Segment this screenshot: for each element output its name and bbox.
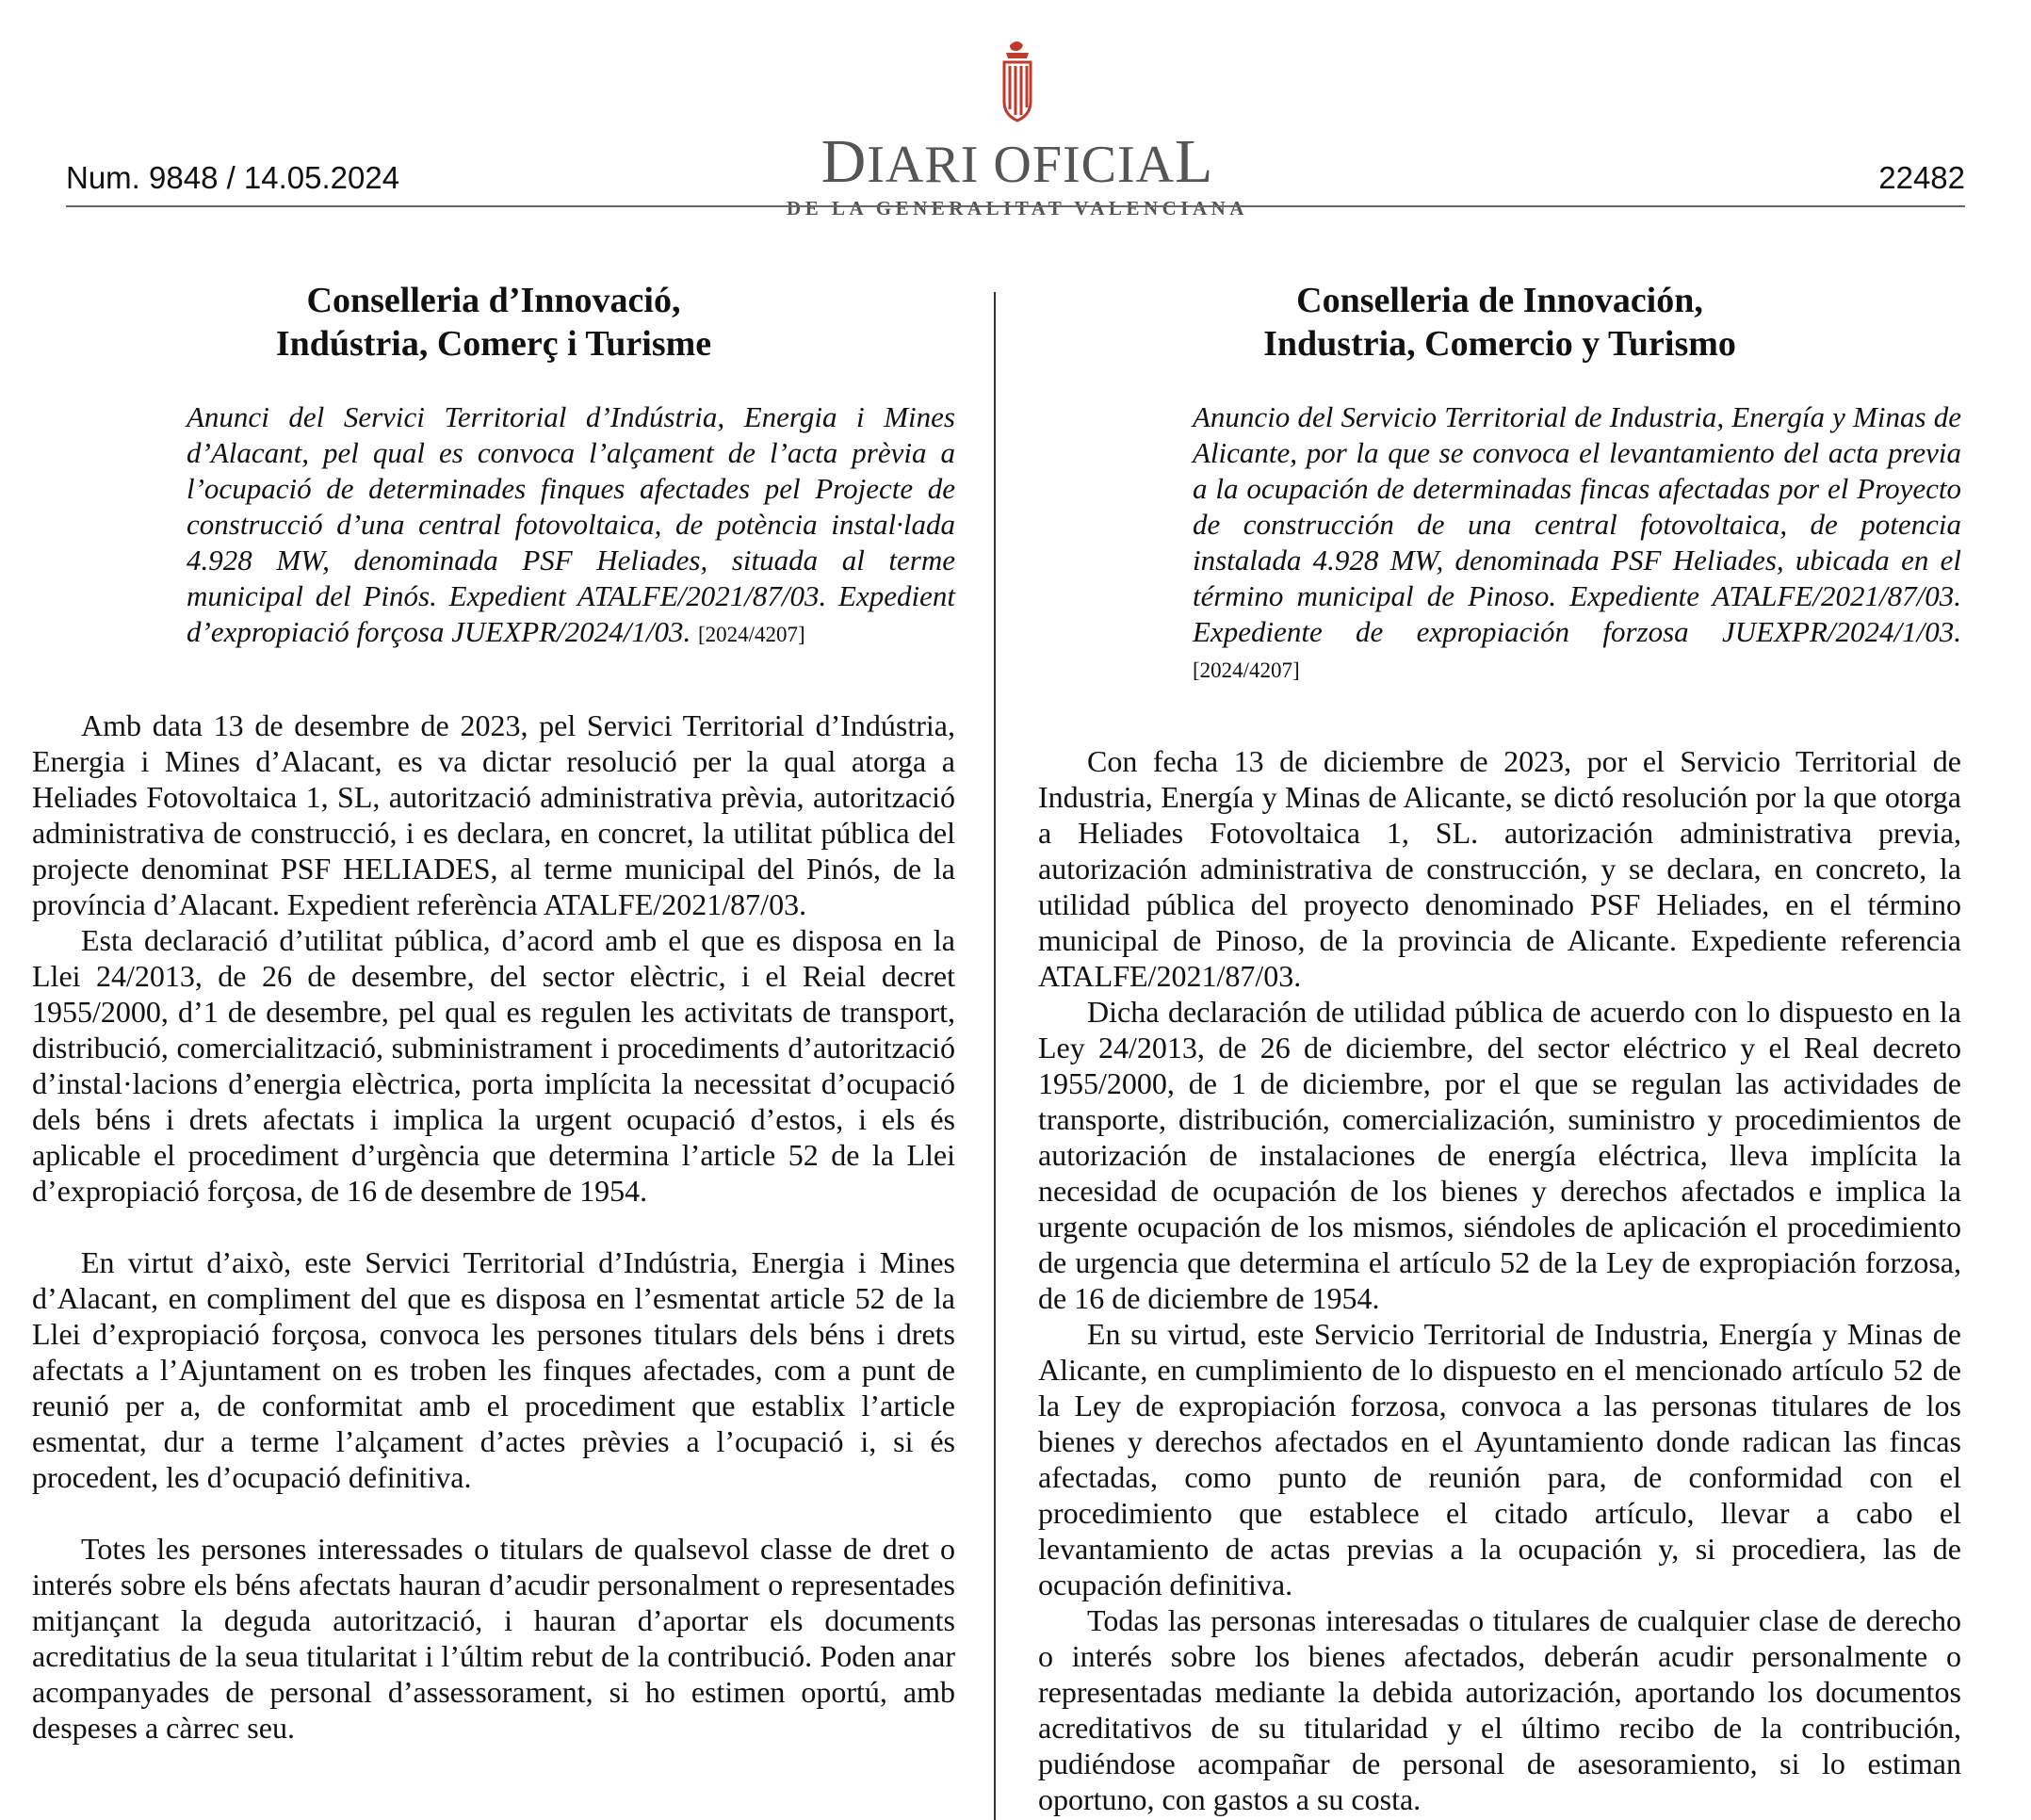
generalitat-emblem-icon [989,38,1046,132]
paragraph: Esta declaració d’utilitat pública, d’acord amb el que es disposa en la Llei 24/2013, de 26 de desembre, del sector elèctric, i el Reial decret 1955/2000, d’1 de desembre, pel qual es regulen les activitats de transport, distribució, comercialització, subministrament i procediments d’autorització d’instal·lacions d’energia elèctrica, porta implícita la necessitat d’ocupació dels béns i drets afectats i implica la urgent ocupació d’estos, i els és aplicable el procediment d’urgència que determina l’article 52 de la Llei d’expropiació forçosa, de 16 de desembre de 1954. [32,923,955,1208]
paragraph: Totes les persones interessades o titulars de qualsevol classe de dret o interés sobre els béns afectats hauran d’acudir personalment o representades mitjançant la deguda autorització, i hauran d’aportar els documents acreditatius de la seua titularitat i l’últim rebut de la contribució. Poden anar acompanyades de personal d’assessorament, si ho estimen oportú, amb despeses a càrrec seu. [32,1532,955,1745]
announcement-text: Anuncio del Servicio Territorial de Industria, Energía y Minas de Alicante, por la que se convoca el levantamiento del acta previa a la ocupación de determinadas fincas afectadas por el Proyecto de construcción de una central fotovoltaica, de potencia instalada 4.928 MW, denominada PSF Heliades, ubicada en el término municipal de Pinoso. Expediente ATALFE/2021/87/03. Expediente de expropiación forzosa JUEXPR/2024/1/03. [1193,400,1961,648]
department-line1: Conselleria de Innovación, [1296,281,1703,320]
paragraph: En su virtud, este Servicio Territorial de Industria, Energía y Minas de Alicante, en cumplimiento de lo dispuesto en el mencionado artículo 52 de la Ley de expropiación forzosa, convoca a las personas titulares de los bienes y derechos afectados en el Ayuntamiento donde radican las fincas afectadas, como punto de reunión para, de conformidad con el procedimiento que establece el citado artículo, llevar a cabo el levantamiento de actas previas a la ocupación y, si procediera, las de ocupación definitiva. [1038,1317,1961,1601]
department-line2: Industria, Comercio y Turismo [1263,324,1736,364]
reference-code: [2024/4207] [697,623,805,646]
page-number: 22482 [1878,160,1965,195]
right-column [1038,279,1961,1817]
paragraph: Amb data 13 de desembre de 2023, pel Servici Territorial d’Indústria, Energia i Mines d’Alacant, es va dictar resolució per la qual atorga a Heliades Fotovoltaica 1, SL, autorització administrativa prèvia, autorització administrativa de construcció, i es declara, en concret, la utilitat pública del projecte denominat PSF HELIADES, al terme municipal del Pinós, de la província d’Alacant. Expedient referència ATALFE/2021/87/03. [32,708,955,921]
left-column [32,279,955,1746]
masthead-title [716,127,1319,196]
header-rule [66,205,1965,207]
column-divider [994,292,996,1820]
masthead-title-mid: IARI OFICIA [867,136,1176,194]
announcement-title-left [187,399,955,653]
paragraph: Todas las personas interesadas o titulares de cualquier clase de derecho o interés sobre los bienes afectados, deberán acudir personalmente o representadas mediante la debida autorización, aportando los documentos acreditativos de su titularidad y el último recibo de la contribución, pudiéndose acompañar de personal de asesoramiento, si lo estiman oportuno, con gastos a su costa. [1038,1603,1961,1816]
department-line2: Indústria, Comerç i Turisme [275,324,712,364]
paragraph: Dicha declaración de utilidad pública de acuerdo con lo dispuesto en la Ley 24/2013, de 26 de diciembre, del sector eléctrico y el Real decreto 1955/2000, de 1 de diciembre, por el que se regulan las actividades de transporte, distribución, comercialización, suministro y procedimientos de autorización de instalaciones de energía eléctrica, lleva implícita la necesidad de ocupación de los bienes y derechos afectados e implica la urgente ocupación de los mismos, siéndoles de aplicación el procedimiento de urgencia que determina el artículo 52 de la Ley de expropiación forzosa, de 16 de diciembre de 1954. [1038,995,1961,1315]
body-text-left [32,707,955,1746]
issue-number-date: Num. 9848 / 14.05.2024 [66,160,400,195]
masthead-title-end: L [1175,127,1214,196]
announcement-title-right [1193,399,1961,689]
department-title-left [32,279,955,366]
body-text-right [1038,743,1961,1817]
paragraph: En virtut d’això, este Servici Territorial d’Indústria, Energia i Mines d’Alacant, en compliment del que es disposa en l’esmentat article 52 de la Llei d’expropiació forçosa, convoca les persones titulars dels béns i drets afectats a l’Ajuntament on es troben les finques afectades, com a punt de reunió per a, de conformitat amb el procediment que establix l’article esmentat, dur a terme l’alçament d’actes prèvies a l’ocupació i, si és procedent, les d’ocupació definitiva. [32,1245,955,1494]
department-title-right [1038,279,1961,366]
department-line1: Conselleria d’Innovació, [306,281,681,320]
paragraph: Con fecha 13 de diciembre de 2023, por el Servicio Territorial de Industria, Energía y Minas de Alicante, se dictó resolución por la que otorga a Heliades Fotovoltaica 1, SL. autorización administrativa previa, autorización administrativa de construcción, y se declara, en concreto, la utilidad pública del proyecto denominado PSF Heliades, en el término municipal de Pinoso, de la provincia de Alicante. Expediente referencia ATALFE/2021/87/03. [1038,744,1961,993]
reference-code: [2024/4207] [1193,658,1300,682]
masthead-subtitle: DE LA GENERALITAT VALENCIANA [787,197,1248,219]
masthead-title-initial: D [821,127,868,196]
masthead [716,38,1319,220]
announcement-text: Anunci del Servici Territorial d’Indústria, Energia i Mines d’Alacant, pel qual es convoca l’alçament de l’acta prèvia a l’ocupació de determinades finques afectades pel Projecte de construcció d’una central fotovoltaica, de potència instal·lada 4.928 MW, denominada PSF Heliades, situada al terme municipal del Pinós. Expedient ATALFE/2021/87/03. Expedient d’expropiació forçosa JUEXPR/2024/1/03. [187,400,955,648]
